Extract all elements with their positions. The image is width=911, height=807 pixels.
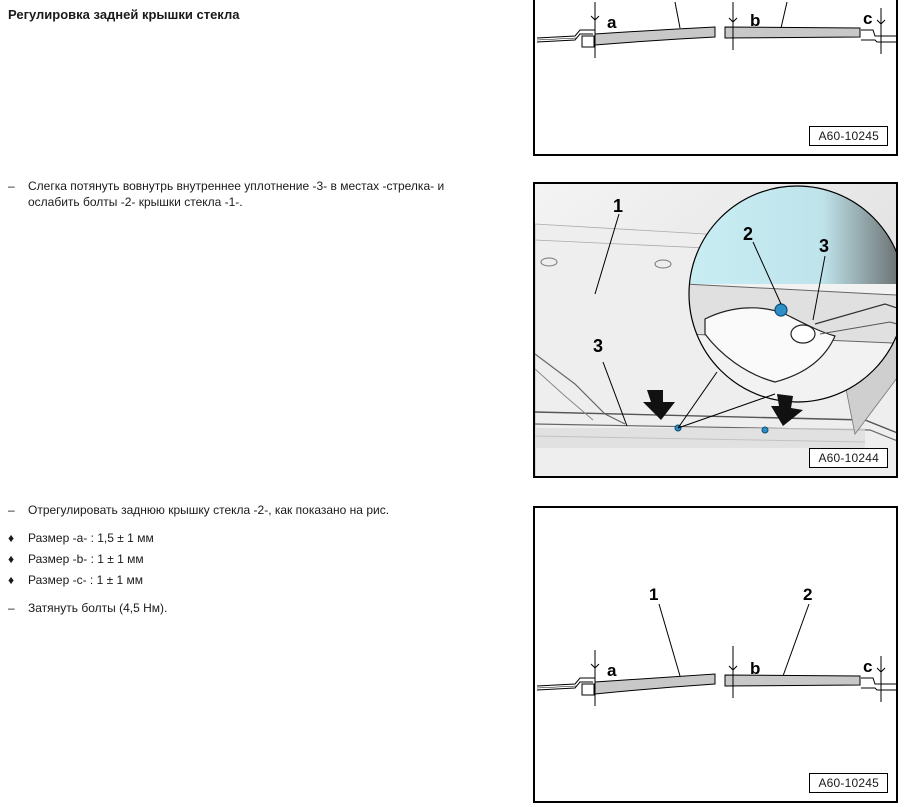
label-a: a bbox=[607, 661, 617, 680]
dash-marker: – bbox=[8, 503, 15, 517]
step-text-line: ослабить болты -2- крышки стекла -1-. bbox=[28, 195, 243, 209]
label-2: 2 bbox=[803, 585, 813, 604]
label-c: c bbox=[863, 657, 873, 676]
label-1: 1 bbox=[649, 585, 659, 604]
dash-marker: – bbox=[8, 601, 15, 615]
label-b: b bbox=[750, 11, 761, 30]
dimension-text: Размер -a- : 1,5 ± 1 мм bbox=[28, 531, 154, 545]
bullet-marker: ♦ bbox=[8, 552, 15, 566]
label-a: a bbox=[607, 13, 617, 32]
label-1: 1 bbox=[613, 196, 624, 216]
bullet-marker: ♦ bbox=[8, 573, 15, 587]
dimension-text: Размер -c- : 1 ± 1 мм bbox=[28, 573, 144, 587]
interior-drawing bbox=[535, 184, 898, 478]
label-2: 2 bbox=[743, 224, 754, 244]
page-title: Регулировка задней крышки стекла bbox=[8, 7, 240, 22]
figure-gap-dimensions bbox=[533, 506, 898, 803]
figure-reference: A60-10245 bbox=[809, 126, 888, 146]
label-3-seal: 3 bbox=[593, 336, 604, 356]
cover-profile-drawing bbox=[535, 508, 898, 803]
step-text-line: Отрегулировать заднюю крышку стекла -2-, как показано на рис. bbox=[28, 503, 390, 517]
label-3-seal-detail: 3 bbox=[819, 236, 830, 256]
dimension-text: Размер -b- : 1 ± 1 мм bbox=[28, 552, 144, 566]
label-b: b bbox=[750, 659, 761, 678]
figure-reference: A60-10244 bbox=[809, 448, 888, 468]
bullet-marker: ♦ bbox=[8, 531, 15, 545]
step-text-line: Слегка потянуть вовнутрь внутреннее уплотнение -3- в местах -стрелка- и bbox=[28, 179, 445, 193]
step-text-line: Затянуть болты (4,5 Нм). bbox=[28, 601, 168, 615]
dash-marker: – bbox=[8, 179, 15, 193]
figure-seal-and-bolts bbox=[533, 182, 898, 478]
figure-gap-dimensions-top bbox=[533, 0, 898, 156]
label-c: c bbox=[863, 9, 873, 28]
figure-reference: A60-10245 bbox=[809, 773, 888, 793]
